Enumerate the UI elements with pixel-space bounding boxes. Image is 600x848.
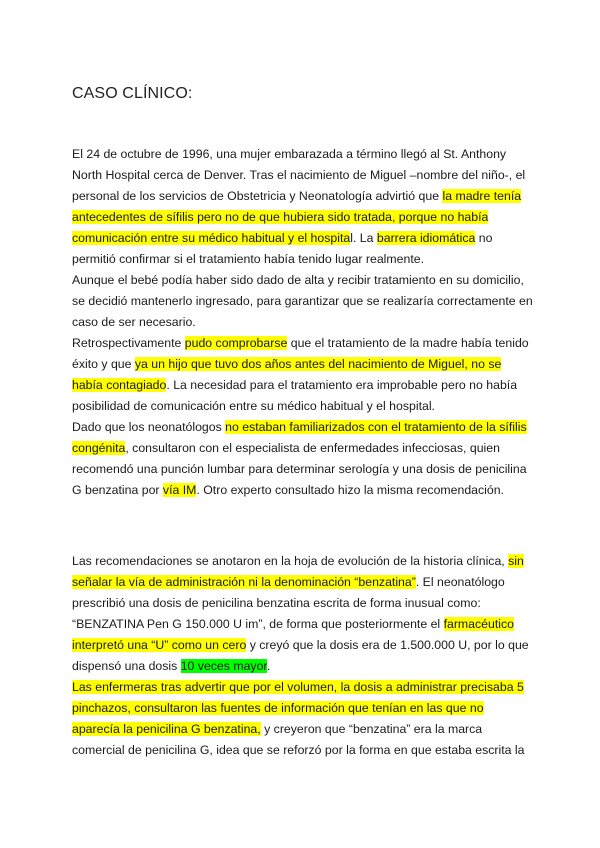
highlight-yellow: ya un hijo que tuvo dos años antes del nacimiento de Miguel, no se [134,357,502,371]
highlight-yellow: barrera idiomática [376,231,476,245]
highlight-yellow: no estaban familiarizados con el tratamiento de la sífilis [225,420,527,434]
document-title: CASO CLÍNICO: [72,85,193,102]
text-segment: . La necesidad para el tratamiento era improbable pero no había [166,378,518,392]
text-segment: se decidió mantenerlo ingresado, para garantizar que se realizaría correctamente en [72,294,533,308]
text-line [72,165,542,186]
text-segment: Retrospectivamente [72,336,185,350]
text-segment: recomendó una punción lumbar para determinar serología y una dosis de penicilina [72,462,527,476]
highlight-yellow: la madre tenía [442,189,522,203]
text-segment: comercial de penicilina G, idea que se reforzó por la forma en que estaba escrita la [72,743,525,757]
text-line [72,635,542,656]
text-segment: que el tratamiento de la madre había tenido [287,336,529,350]
text-segment: permitió confirmar si el tratamiento había tenido lugar realmente. [72,252,424,266]
text-segment: éxito y que [72,357,135,371]
text-segment: no [475,231,493,245]
text-line [72,333,542,354]
highlight-yellow: congénita [72,441,126,455]
text-line [72,740,542,761]
text-segment: personal de los servicios de Obstetricia y Neonatología advirtió que [72,189,443,203]
text-line [72,656,542,677]
text-line [72,396,542,417]
text-line [72,480,542,501]
text-segment: North Hospital cerca de Denver. Tras el nacimiento de Miguel –nombre del niño-, el [72,168,526,182]
paragraph-block-1 [72,144,542,501]
text-segment: l. La [350,231,377,245]
text-line [72,144,542,165]
text-line [72,614,542,635]
text-segment: “BENZATINA Pen G 150.000 U im”, de forma que posteriormente el [72,617,444,631]
text-line [72,291,542,312]
text-line [72,551,542,572]
text-line [72,698,542,719]
text-segment: y creyeron que “benzatina” era la marca [260,722,483,736]
text-line [72,249,542,270]
text-segment: G benzatina por [72,483,163,497]
highlight-yellow: Las enfermeras tras advertir que por el volumen, la dosis a administrar precisaba 5 [72,680,524,694]
text-line [72,312,542,333]
text-line [72,228,542,249]
paragraph-block-2 [72,551,542,761]
text-line [72,417,542,438]
highlight-yellow: comunicación entre su médico habitual y el hospita [72,231,351,245]
text-segment: El 24 de octubre de 1996, una mujer embarazada a término llegó al St. Anthony [72,147,507,161]
highlight-yellow: vía IM [162,483,197,497]
text-line [72,677,542,698]
highlight-yellow: señalar la vía de administración ni la denominación “benzatina” [72,575,416,589]
text-segment: . Otro experto consultado hizo la misma recomendación. [196,483,504,497]
text-segment: posibilidad de comunicación entre su médico habitual y el hospital. [72,399,435,413]
highlight-yellow: aparecía la penicilina G benzatina, [72,722,261,736]
highlight-yellow: había contagiado [72,378,167,392]
text-line [72,375,542,396]
highlight-yellow: pudo comprobarse [184,336,288,350]
text-segment: Aunque el bebé podía haber sido dado de alta y recibir tratamiento en su domicilio, [72,273,524,287]
text-segment: dispensó una dosis [72,659,181,673]
text-line [72,593,542,614]
text-line [72,354,542,375]
text-line [72,270,542,291]
text-segment: , consultaron con el especialista de enfermedades infecciosas, quien [125,441,500,455]
text-segment: Dado que los neonatólogos [72,420,226,434]
text-line [72,572,542,593]
text-line [72,186,542,207]
text-segment: caso de ser necesario. [72,315,196,329]
text-segment: Las recomendaciones se anotaron en la hoja de evolución de la historia clínica, [72,554,509,568]
highlight-yellow: sin [508,554,524,568]
highlight-yellow: antecedentes de sífilis pero no de que hubiera sido tratada, porque no había [72,210,489,224]
text-line [72,719,542,740]
highlight-yellow: pinchazos, consultaron las fuentes de información que tenían en las que no [72,701,484,715]
highlight-green: 10 veces mayor [180,659,267,673]
text-segment: y creyó que la dosis era de 1.500.000 U, por lo que [246,638,529,652]
text-segment: prescribió una dosis de penicilina benzatina escrita de forma inusual como: [72,596,481,610]
text-line [72,207,542,228]
text-line [72,438,542,459]
text-segment: . El neonatólogo [415,575,505,589]
text-line [72,459,542,480]
text-segment: . [266,659,271,673]
highlight-yellow: farmacéutico [443,617,514,631]
highlight-yellow: interpretó una “U” como un cero [72,638,247,652]
